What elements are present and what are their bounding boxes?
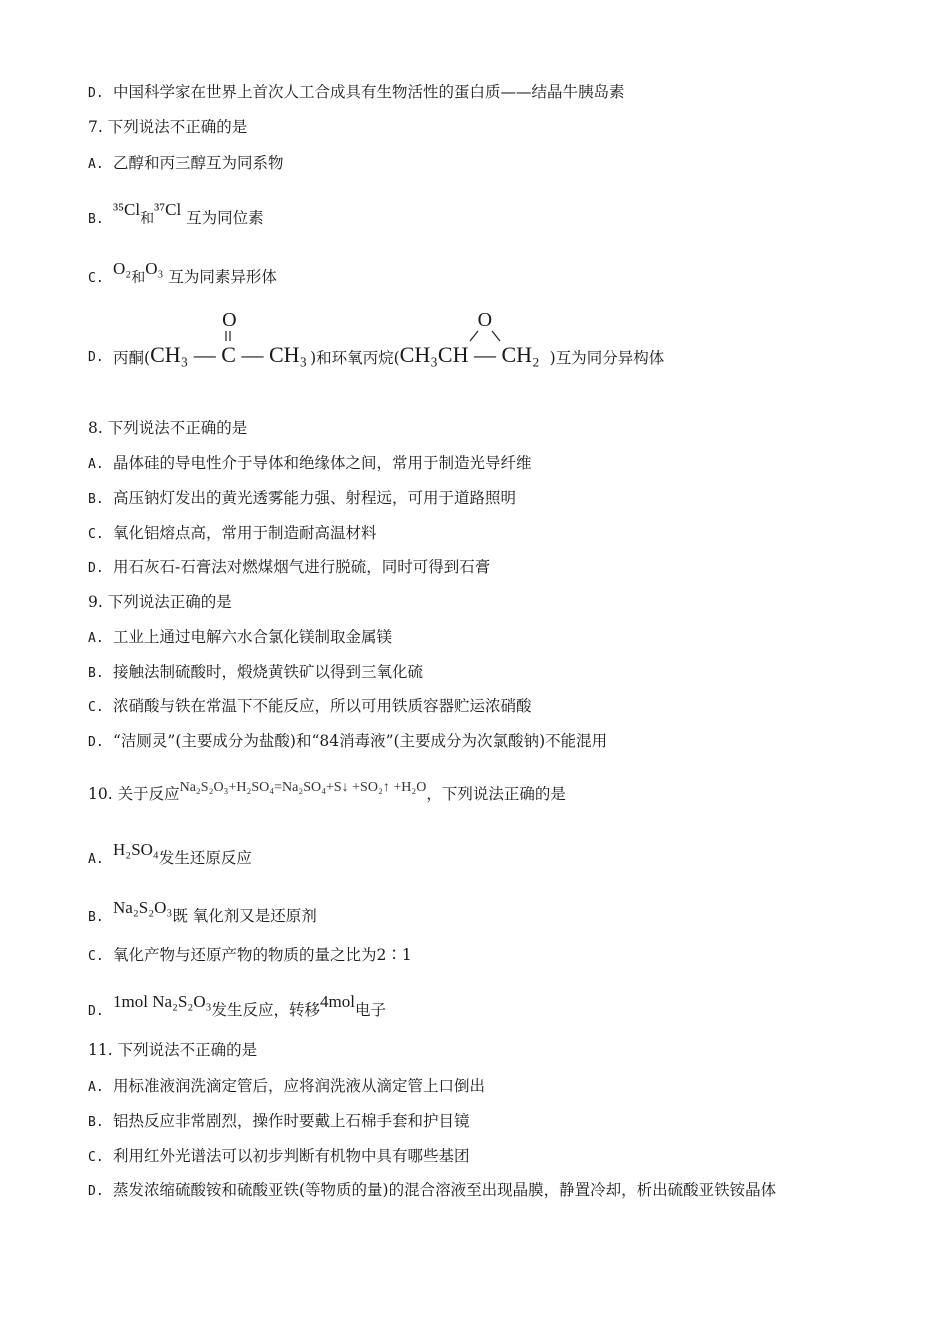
q7-option-b [88, 200, 264, 230]
question-stem: 11. 下列说法不正确的是 [88, 1041, 258, 1059]
q8-option-c [88, 523, 377, 545]
option-label: D. [88, 1004, 104, 1019]
option-label: D. [88, 735, 104, 750]
formula: H₂SO₄ [113, 840, 159, 859]
option-label: B. [88, 910, 104, 925]
option-text: 氧化产物与还原产物的物质的量之比为2∶1 [113, 946, 412, 964]
option-text: 氧化铝熔点高，常用于制造耐高温材料 [113, 524, 377, 542]
option-text: 电子 [355, 1001, 387, 1019]
q7-option-c [88, 259, 277, 289]
option-text: “洁厕灵”(主要成分为盐酸)和“84消毒液”(主要成分为次氯酸钠)不能混用 [113, 732, 608, 750]
option-text: 互为同位素 [186, 209, 264, 227]
formula: O₂ [113, 259, 132, 278]
q10-option-d [88, 992, 386, 1022]
double-bond-icon [150, 330, 310, 342]
question-stem: 8. 下列说法不正确的是 [88, 419, 248, 437]
question-stem: ，下列说法正确的是 [426, 785, 566, 803]
option-text: 发生还原反应 [158, 849, 252, 867]
q8-option-b [88, 488, 516, 510]
option-text: 利用红外光谱法可以初步判断有机物中具有哪些基团 [113, 1147, 470, 1165]
q9-option-d [88, 731, 607, 753]
option-text: 发生反应，转移 [211, 1001, 321, 1019]
option-label: A. [88, 631, 104, 646]
option-label: B. [88, 666, 104, 681]
option-text: 互为同素异形体 [168, 268, 277, 286]
formula: ³⁵Cl [113, 200, 141, 219]
reaction-equation: Na₂S₂O₃+H₂SO₄=Na₂SO₄+S↓ +SO₂↑ +H₂O [179, 780, 427, 795]
option-label: C. [88, 700, 104, 715]
option-text: 浓硝酸与铁在常温下不能反应，所以可用铁质容器贮运浓硝酸 [113, 697, 532, 715]
formula: ³⁷Cl [154, 200, 182, 219]
option-label: A. [88, 1080, 104, 1095]
option-label: A. [88, 457, 104, 472]
option-text: )互为同分异构体 [549, 349, 665, 367]
formula: Na₂S₂O₃ [113, 898, 173, 917]
q8-option-a [88, 453, 532, 475]
formula: 4mol [320, 992, 355, 1011]
q11-option-b [88, 1111, 470, 1133]
option-text: 和 [131, 270, 146, 286]
option-text: 接触法制硫酸时，煅烧黄铁矿以得到三氧化硫 [113, 663, 424, 681]
option-label: C. [88, 949, 104, 964]
oxygen-atom: O [477, 309, 493, 331]
option-text: 工业上通过电解六水合氯化镁制取金属镁 [113, 628, 393, 646]
option-text: )和环氧丙烷( [310, 349, 400, 367]
formula: CH₃CH — CH₂ [399, 342, 540, 367]
option-text: 中国科学家在世界上首次人工合成具有生物活性的蛋白质——结晶牛胰岛素 [113, 83, 625, 101]
q11-option-c [88, 1146, 470, 1168]
option-text: 丙酮( [113, 349, 151, 367]
oxygen-atom: O [222, 309, 237, 331]
q10-option-a [88, 840, 252, 870]
option-text: 用石灰石-石膏法对燃煤烟气进行脱硫，同时可得到石膏 [113, 558, 491, 576]
propylene-oxide-structure [400, 310, 550, 368]
q7-option-d [88, 310, 664, 368]
option-label: D. [88, 86, 104, 101]
acetone-structure [150, 310, 310, 368]
q7-stem [88, 117, 247, 137]
option-label: B. [88, 212, 104, 227]
option-text: 和 [140, 211, 155, 227]
option-label: C. [88, 271, 104, 286]
q9-option-b [88, 662, 423, 684]
option-text: 既 氧化剂又是还原剂 [172, 907, 317, 925]
question-stem: 10. 关于反应 [88, 785, 180, 803]
option-label: A. [88, 852, 104, 867]
q11-option-d [88, 1180, 776, 1202]
formula: 1mol Na₂S₂O₃ [113, 992, 212, 1011]
q9-option-a [88, 627, 392, 649]
q6-option-d [88, 82, 625, 104]
question-stem: 7. 下列说法不正确的是 [88, 118, 248, 136]
formula: O₃ [145, 259, 164, 278]
q9-stem [88, 592, 232, 612]
option-label: B. [88, 492, 104, 507]
option-text: 用标准液润洗滴定管后，应将润洗液从滴定管上口倒出 [113, 1077, 486, 1095]
q9-option-c [88, 696, 532, 718]
option-label: C. [88, 527, 104, 542]
q8-stem [88, 418, 247, 438]
q8-option-d [88, 557, 490, 579]
q11-stem [88, 1040, 257, 1060]
option-text: 蒸发浓缩硫酸铵和硫酸亚铁(等物质的量)的混合溶液至出现晶膜，静置冷却，析出硫酸亚铁铵晶体 [113, 1181, 777, 1199]
q11-option-a [88, 1076, 485, 1098]
option-text: 乙醇和丙三醇互为同系物 [113, 154, 284, 172]
q7-option-a [88, 153, 284, 175]
option-label: A. [88, 157, 104, 172]
option-label: C. [88, 1150, 104, 1165]
option-label: B. [88, 1115, 104, 1130]
option-text: 高压钠灯发出的黄光透雾能力强、射程远，可用于道路照明 [113, 489, 517, 507]
epoxide-bonds-icon [400, 330, 550, 342]
q10-stem [88, 778, 566, 804]
option-label: D. [88, 1184, 104, 1199]
option-text: 铝热反应非常剧烈，操作时要戴上石棉手套和护目镜 [113, 1112, 470, 1130]
option-label: D. [88, 350, 104, 365]
question-stem: 9. 下列说法正确的是 [88, 593, 232, 611]
q10-option-c [88, 945, 412, 967]
formula: CH₃ — C — CH₃ [150, 342, 308, 367]
option-text: 晶体硅的导电性介于导体和绝缘体之间，常用于制造光导纤维 [113, 454, 532, 472]
option-label: D. [88, 561, 104, 576]
q10-option-b [88, 898, 317, 928]
